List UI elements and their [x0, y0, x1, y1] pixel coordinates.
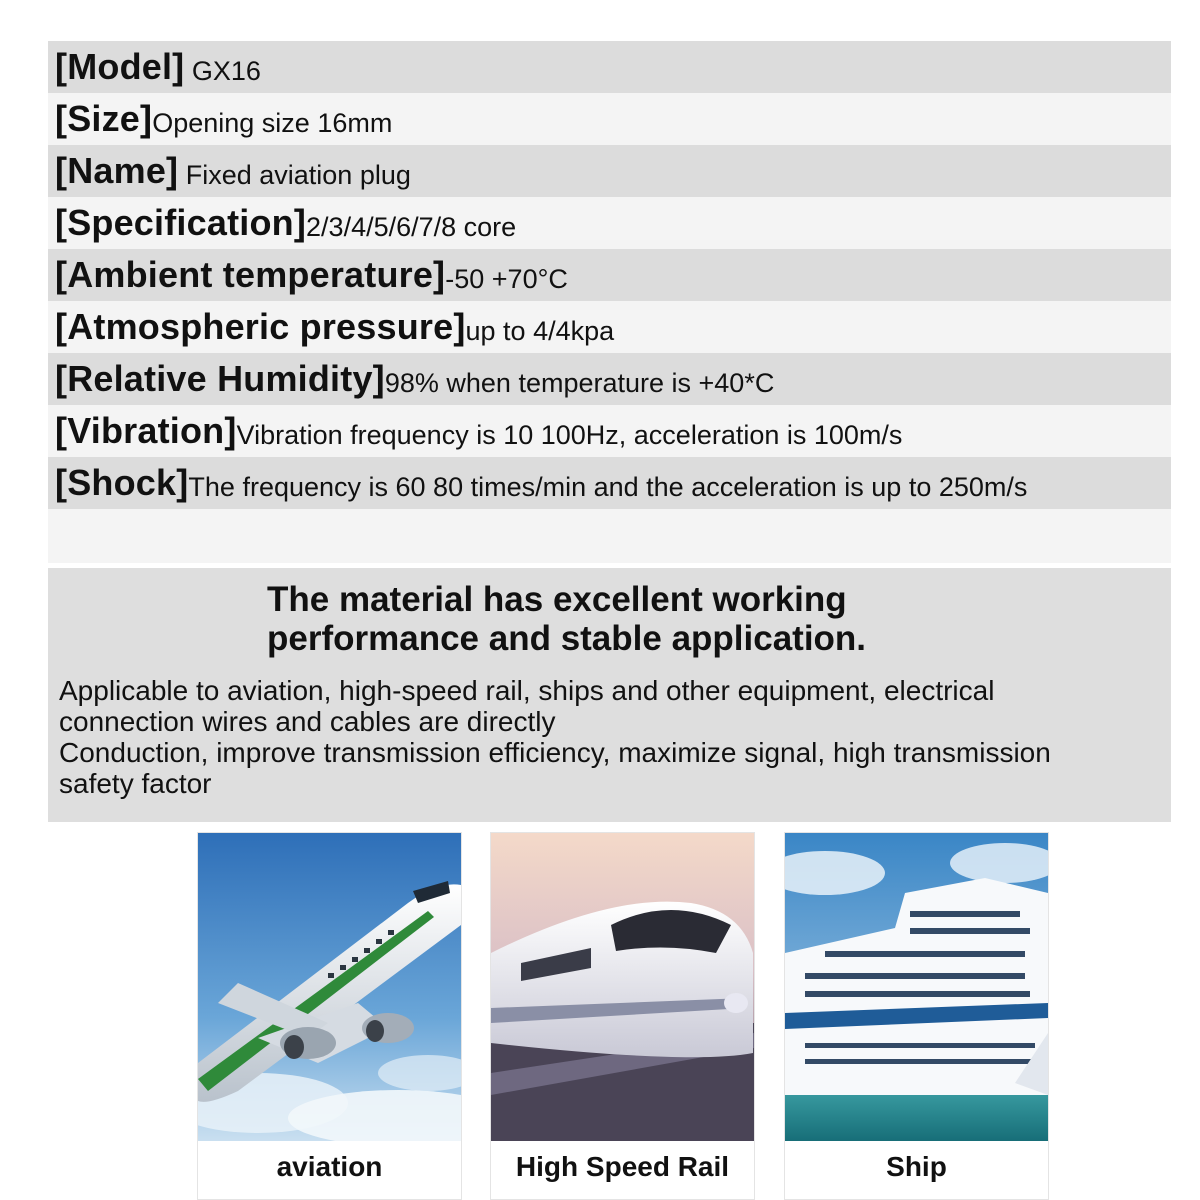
- spec-label: [Shock]: [55, 462, 189, 503]
- spec-label: [Relative Humidity]: [55, 358, 385, 399]
- spec-value: Vibration frequency is 10 100Hz, acceleration is 100m/s: [236, 419, 903, 450]
- description-line: safety factor: [59, 768, 212, 799]
- spec-label: [Atmospheric pressure]: [55, 306, 466, 347]
- spec-row-vibration: [48, 405, 1171, 457]
- spec-label: [Ambient temperature]: [55, 254, 446, 295]
- spec-value: -50 +70°C: [445, 263, 568, 294]
- headline-line: The material has excellent working: [267, 580, 847, 619]
- spec-row-ambient-temperature: [48, 249, 1171, 301]
- card-caption: aviation: [276, 1151, 383, 1182]
- feature-panel: [48, 568, 1171, 822]
- spec-row-relative-humidity: [48, 353, 1171, 405]
- cruise-ship-photo: [785, 833, 1048, 1141]
- spec-label: [Name]: [55, 150, 179, 191]
- card-caption: Ship: [886, 1151, 947, 1182]
- spec-row-shock: [48, 457, 1171, 509]
- bullet-train-photo: [491, 833, 754, 1141]
- airplane-photo: [198, 833, 461, 1141]
- spec-row-specification: [48, 197, 1171, 249]
- feature-description: [59, 675, 1163, 799]
- spec-label: [Model]: [55, 46, 185, 87]
- application-cards: [0, 832, 1200, 1200]
- spec-value: 98% when temperature is +40*C: [384, 367, 775, 398]
- spec-row-model: [48, 41, 1171, 93]
- description-line: Conduction, improve transmission efficiency, maximize signal, high transmission: [59, 737, 1051, 768]
- application-card-high-speed-rail: [490, 832, 755, 1200]
- feature-headline: [267, 580, 866, 658]
- spec-label: [Vibration]: [55, 410, 237, 451]
- spec-value: 2/3/4/5/6/7/8 core: [306, 211, 517, 242]
- description-line: Applicable to aviation, high-speed rail, ships and other equipment, electrical: [59, 675, 995, 706]
- headline-line: performance and stable application.: [267, 619, 867, 658]
- spec-label: [Specification]: [55, 202, 307, 243]
- spec-row-atmospheric-pressure: [48, 301, 1171, 353]
- application-card-aviation: [197, 832, 462, 1200]
- card-caption: High Speed Rail: [515, 1151, 730, 1182]
- application-card-ship: [784, 832, 1049, 1200]
- spec-value: Opening size 16mm: [152, 107, 393, 138]
- spec-row-blank: [48, 509, 1171, 563]
- spec-value: The frequency is 60 80 times/min and the acceleration is up to 250m/s: [188, 471, 1028, 502]
- spec-row-size: [48, 93, 1171, 145]
- description-line: connection wires and cables are directly: [59, 706, 556, 737]
- spec-value: Fixed aviation plug: [178, 159, 411, 190]
- spec-label: [Size]: [55, 98, 153, 139]
- spec-value: up to 4/4kpa: [465, 315, 615, 346]
- spec-value: GX16: [184, 55, 261, 86]
- spec-table: [48, 41, 1171, 563]
- spec-row-name: [48, 145, 1171, 197]
